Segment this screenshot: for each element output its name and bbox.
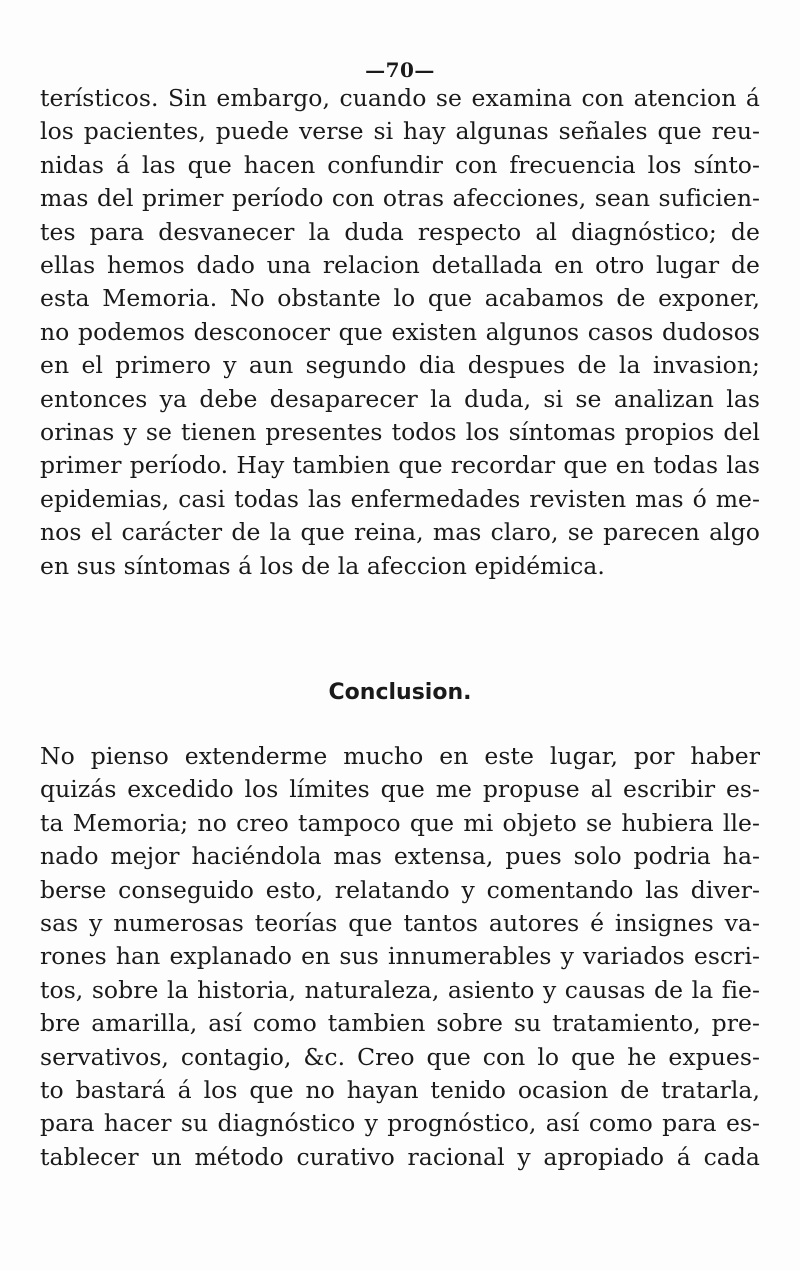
text-line: sas y numerosas teorías que tantos autores é insignes va-	[40, 909, 760, 938]
text-line: esta Memoria. No obstante lo que acabamos de exponer,	[40, 284, 760, 313]
section-heading: Conclusion.	[328, 680, 472, 705]
text-line: en sus síntomas á los de la afeccion epidémica.	[40, 551, 605, 580]
text-line: berse conseguido esto, relatando y comentando las diver-	[40, 875, 760, 904]
text-line: quizás excedido los límites que me propuse al escribir es-	[40, 775, 760, 804]
text-line: tes para desvanecer la duda respecto al diagnóstico; de	[40, 217, 760, 246]
text-line: to bastará á los que no hayan tenido ocasion de tratarla,	[40, 1076, 760, 1105]
text-line: no podemos desconocer que existen algunos casos dudosos	[40, 317, 760, 346]
text-line: rones han explanado en sus innumerables y variados escri-	[40, 942, 760, 971]
text-line: los pacientes, puede verse si hay algunas señales que reu-	[40, 117, 760, 146]
text-line: orinas y se tienen presentes todos los síntomas propios del	[40, 418, 760, 447]
paragraph-2	[40, 740, 760, 1174]
text-line: para hacer su diagnóstico y prognóstico, así como para es-	[40, 1109, 760, 1138]
text-line: mas del primer período con otras afecciones, sean suficien-	[40, 184, 760, 213]
text-line: en el primero y aun segundo dia despues de la invasion;	[40, 351, 760, 380]
text-line: ta Memoria; no creo tampoco que mi objeto se hubiera lle-	[40, 808, 760, 837]
text-line: ellas hemos dado una relacion detallada en otro lugar de	[40, 251, 760, 280]
text-line: No pienso extenderme mucho en este lugar, por haber	[40, 742, 760, 770]
text-line: servativos, contagio, &c. Creo que con lo que he expues-	[40, 1042, 760, 1071]
paragraph-1	[40, 82, 760, 583]
text-line: nado mejor haciéndola mas extensa, pues solo podria ha-	[40, 842, 760, 871]
text-line: nos el carácter de la que reina, mas claro, se parecen algo	[40, 518, 760, 547]
text-line: terísticos. Sin embargo, cuando se examina con atencion á	[40, 84, 760, 112]
text-line: nidas á las que hacen confundir con frecuencia los sínto-	[40, 150, 760, 179]
text-line: tablecer un método curativo racional y apropiado á cada	[40, 1142, 760, 1171]
page-number: —70—	[365, 58, 435, 82]
text-line: tos, sobre la historia, naturaleza, asiento y causas de la fie-	[40, 975, 760, 1004]
text-line: bre amarilla, así como tambien sobre su tratamiento, pre-	[40, 1009, 760, 1038]
text-line: epidemias, casi todas las enfermedades revisten mas ó me-	[40, 484, 760, 513]
text-line: entonces ya debe desaparecer la duda, si se analizan las	[40, 384, 760, 413]
text-line: primer período. Hay tambien que recordar que en todas las	[40, 451, 760, 480]
